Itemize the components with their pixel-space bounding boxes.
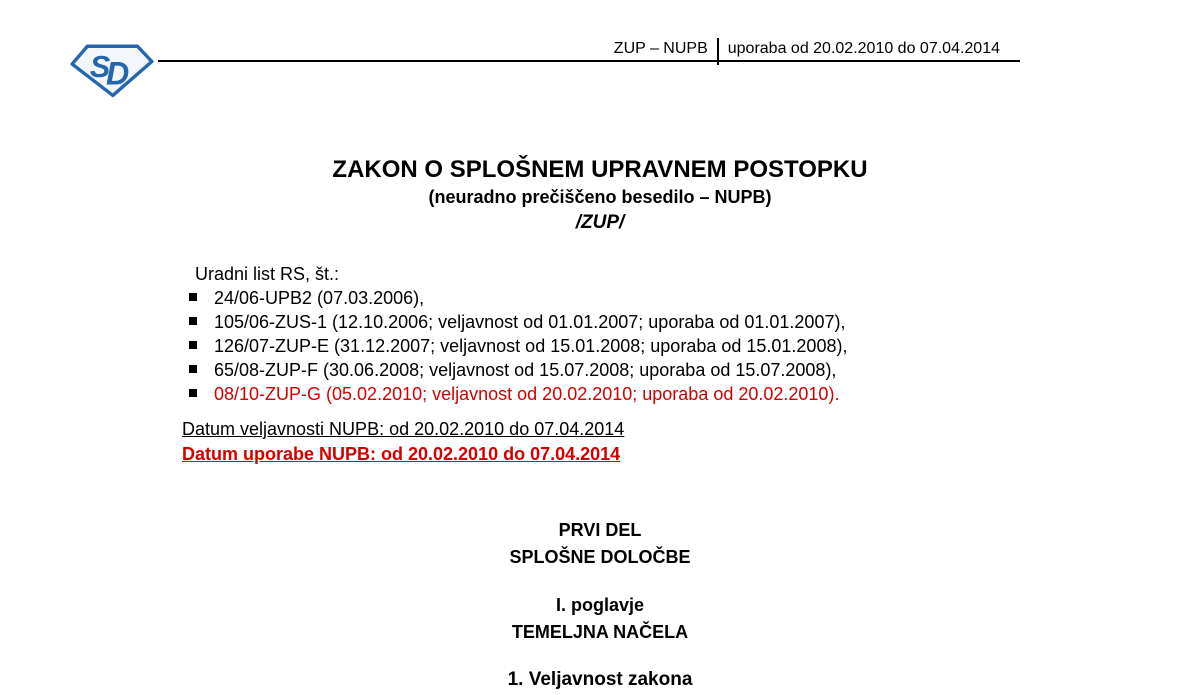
gazette-item-text: 105/06-ZUS-1 (12.10.2006; veljavnost od 01.01.2007; uporaba od 01.01.2007),: [214, 312, 846, 332]
gazette-item: [189, 310, 847, 334]
bullet-icon: [189, 365, 197, 373]
header-rule: [158, 60, 1020, 62]
document-subtitle: (neuradno prečiščeno besedilo – NUPB): [428, 187, 772, 207]
gazette-item-text: 08/10-ZUP-G (05.02.2010; veljavnost od 20.02.2010; uporaba od 20.02.2010).: [214, 384, 840, 404]
page-header: [614, 38, 1000, 60]
gazette-item-text: 126/07-ZUP-E (31.12.2007; veljavnost od 15.01.2008; uporaba od 15.01.2008),: [214, 336, 848, 356]
header-usage-range: uporaba od 20.02.2010 do 07.04.2014: [727, 40, 1000, 57]
usage-date-line: Datum uporabe NUPB: od 20.02.2010 do 07.04.2014: [182, 444, 621, 464]
gazette-list: [182, 286, 847, 406]
title-block: [0, 156, 1190, 236]
document-title: ZAKON O SPLOŠNEM UPRAVNEM POSTOPKU: [332, 156, 868, 183]
gazette-item-text: 24/06-UPB2 (07.03.2006),: [214, 288, 425, 308]
chapter-title: TEMELJNA NAČELA: [511, 622, 689, 642]
svg-text:D: D: [106, 55, 130, 92]
gazette-section: [182, 262, 847, 406]
validity-section: [182, 417, 624, 467]
gazette-item-current: [189, 382, 847, 406]
bullet-icon: [189, 293, 197, 301]
sd-shield-logo-icon: [68, 42, 156, 98]
validity-date-line: Datum veljavnosti NUPB: od 20.02.2010 do 07.04.2014: [182, 419, 625, 439]
bullet-icon: [189, 389, 197, 397]
gazette-item: [189, 334, 847, 358]
chapter-label: I. poglavje: [555, 595, 645, 615]
part-label: PRVI DEL: [558, 520, 642, 540]
part-title: SPLOŠNE DOLOČBE: [509, 547, 691, 567]
article-heading: 1. Veljavnost zakona: [507, 669, 693, 690]
gazette-item: [189, 286, 847, 310]
header-doc-code: ZUP – NUPB: [613, 40, 708, 57]
gazette-item: [189, 358, 847, 382]
document-abbreviation: /ZUP/: [575, 212, 625, 233]
part-heading: [0, 517, 1190, 571]
bullet-icon: [189, 341, 197, 349]
svg-text:S: S: [89, 49, 111, 84]
gazette-item-text: 65/08-ZUP-F (30.06.2008; veljavnost od 15.07.2008; uporaba od 15.07.2008),: [214, 360, 837, 380]
chapter-heading: [0, 592, 1190, 646]
gazette-intro: Uradni list RS, št.:: [195, 264, 340, 284]
bullet-icon: [189, 317, 197, 325]
